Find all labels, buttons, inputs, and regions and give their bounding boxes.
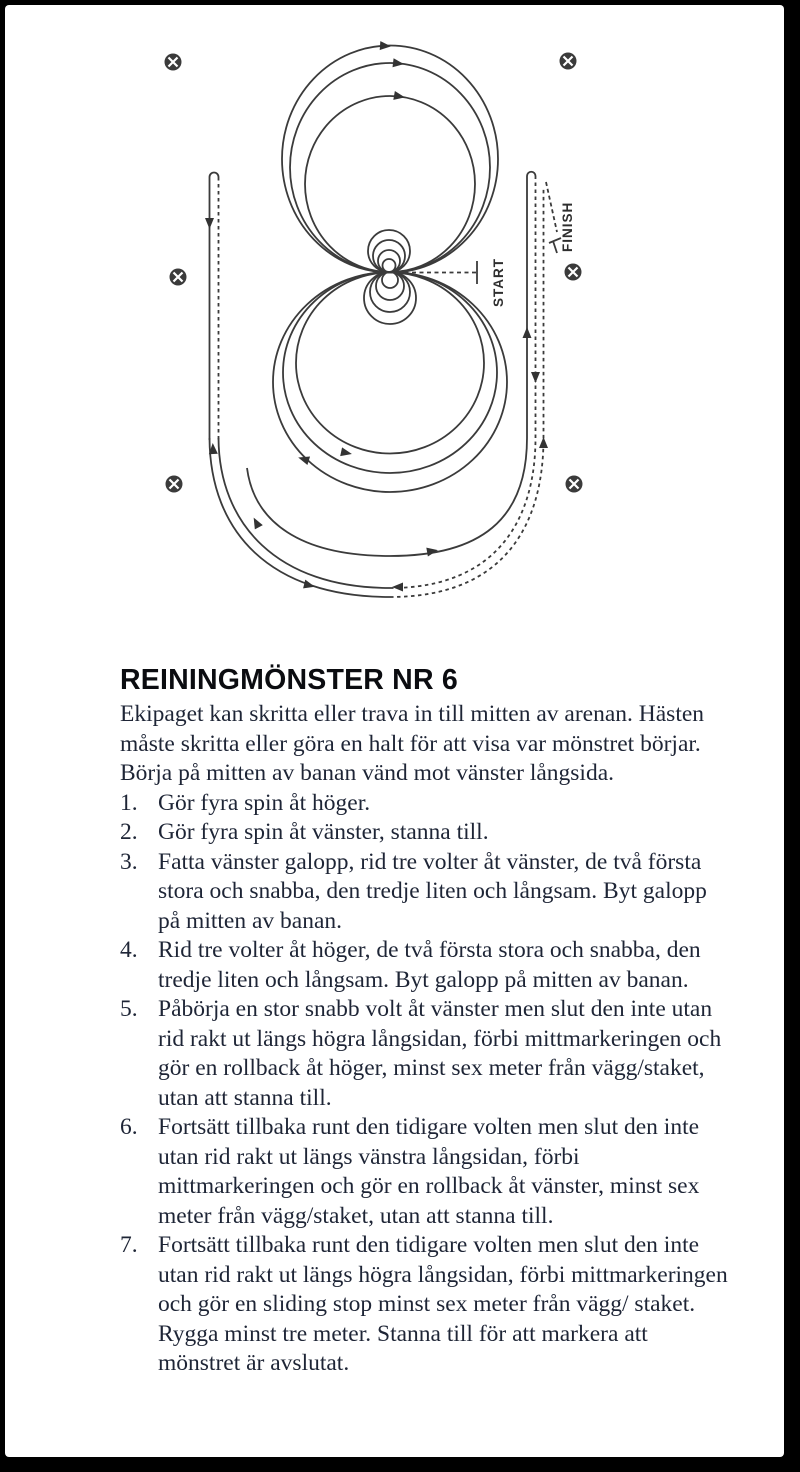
step-number: 7.	[120, 1232, 138, 1258]
step-item	[120, 789, 730, 819]
left-hairpin-solid	[210, 173, 219, 441]
step-text: Fatta vänster galopp, rid tre volter åt vänster, de två första stora och snabba, den tredje liten och långsam. Byt galopp på mitten av banan.	[158, 848, 707, 934]
start-label: START	[491, 258, 506, 307]
finish-slide-dash	[546, 182, 557, 232]
step-text: Fortsätt tillbaka runt den tidigare volten men slut den inte utan rid rakt ut längs högra långsidan, förbi mittmarkeringen och gör en sliding stop minst sex meter från vägg/ staket. Rygga minst tre meter. Stanna till för att markera att mönstret är avslutat.	[158, 1232, 728, 1376]
step-number: 1.	[120, 789, 138, 816]
second-loop-right	[390, 176, 536, 588]
arena-marker	[166, 476, 183, 493]
right-hairpin	[527, 172, 536, 438]
document-page	[5, 5, 784, 1457]
step-number: 5.	[120, 996, 138, 1022]
step-text: Gör fyra spin åt vänster, stanna till.	[158, 819, 489, 845]
step-text: Fortsätt tillbaka runt den tidigare volten men slut den inte utan rid rakt ut längs vänstra långsidan, förbi mittmarkeringen och gör en rollback åt vänster, minst sex meter från vägg/staket, utan att stanna till.	[158, 1114, 700, 1229]
arena-marker	[170, 269, 187, 286]
step-item	[120, 818, 730, 848]
spin-rings-lower	[364, 272, 416, 324]
arena-marker	[560, 53, 577, 70]
spin-rings-upper	[368, 230, 410, 272]
step-number: 2.	[120, 819, 138, 845]
step-number: 4.	[120, 937, 138, 963]
step-item	[120, 1113, 730, 1231]
step-item	[120, 1231, 730, 1379]
intro-paragraph: Ekipaget kan skritta eller trava in till mitten av arenan. Hästen måste skritta eller göra en halt för att visa var mönstret börjar.	[120, 701, 705, 757]
pattern-track-lines	[210, 46, 562, 598]
step-item	[120, 936, 730, 995]
arena-marker	[565, 264, 582, 281]
instructions-section	[120, 663, 730, 1379]
outer-loop-left	[210, 438, 391, 597]
finish-bar-stem	[553, 241, 557, 253]
top-circle-small	[305, 96, 475, 272]
intro	[120, 700, 730, 789]
step-text: Gör fyra spin åt höger.	[158, 789, 371, 816]
direction-arrows	[205, 41, 548, 591]
step-number: 3.	[120, 848, 138, 875]
finish-label: FINISH	[560, 201, 575, 252]
top-circle-outer	[282, 46, 498, 273]
arena-marker	[165, 54, 182, 71]
page-title: REININGMÖNSTER NR 6	[120, 664, 458, 696]
middle-loop	[247, 438, 527, 556]
arena-marker	[566, 476, 583, 493]
step-item	[120, 995, 730, 1113]
step-text: Påbörja en stor snabb volt åt vänster men slut den inte utan rid rakt ut längs högra långsidan, förbi mittmarkeringen och gör en rollback åt höger, minst sex meter från vägg/staket, utan att stanna till.	[158, 996, 722, 1111]
intro-paragraph: Börja på mitten av banan vänd mot vänster långsida.	[120, 760, 615, 786]
bottom-circle-middle	[283, 272, 497, 473]
outer-loop-right	[390, 188, 544, 597]
step-number: 6.	[120, 1114, 138, 1140]
step-text: Rid tre volter åt höger, de två första stora och snabba, den tredje liten och långsam. Byt galopp på mitten av banan.	[158, 937, 701, 993]
step-item	[120, 848, 730, 937]
reining-pattern-diagram	[5, 5, 784, 660]
steps-list	[120, 789, 730, 1379]
